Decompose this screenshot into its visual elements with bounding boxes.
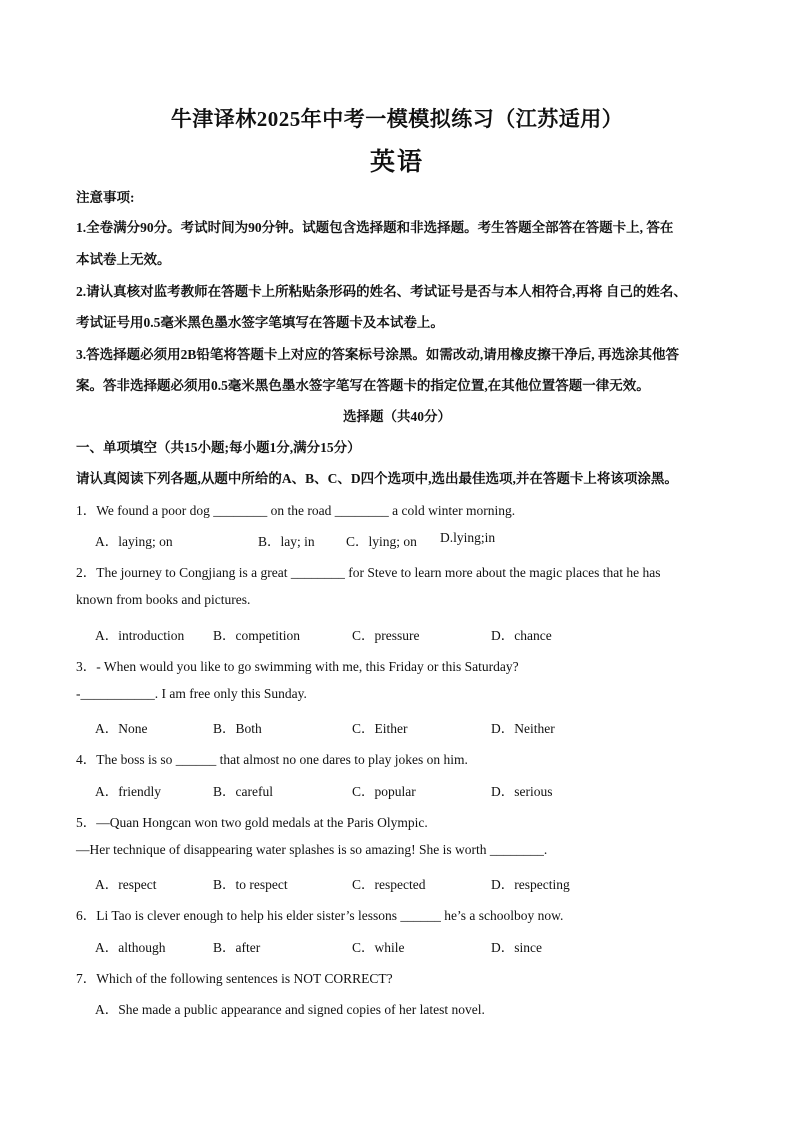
notice-heading: 注意事项: <box>76 190 135 205</box>
q1-option-a: A．laying; on <box>95 534 173 549</box>
question-5: 5．—Quan Hongcan won two gold medals at the Paris Olympic. <box>76 815 428 830</box>
q5-option-d: D．respecting <box>491 877 570 892</box>
q1-option-b: B．lay; in <box>258 534 315 549</box>
q6-option-a: A．although <box>95 940 166 955</box>
q4-option-d: D．serious <box>491 784 553 799</box>
q5-option-a: A．respect <box>95 877 157 892</box>
question-2-cont: known from books and pictures. <box>76 592 251 607</box>
q4-option-b: B．careful <box>213 784 273 799</box>
q5-option-c: C．respected <box>352 877 426 892</box>
q2-option-c: C．pressure <box>352 628 420 643</box>
q7-option-a: A．She made a public appearance and signed copies of her latest novel. <box>95 1002 485 1017</box>
notice-item-1-cont: 本试卷上无效。 <box>76 252 171 267</box>
q2-option-a: A．introduction <box>95 628 185 643</box>
q3-option-b: B．Both <box>213 721 262 736</box>
notice-item-2-cont: 考试证号用0.5毫米黑色墨水签字笔填写在答题卡及本试卷上。 <box>76 315 444 330</box>
part-heading: 一、单项填空（共15小题;每小题1分,满分15分） <box>76 440 361 455</box>
question-3-cont: -___________. I am free only this Sunday. <box>76 686 307 701</box>
q6-option-b: B．after <box>213 940 261 955</box>
question-6: 6．Li Tao is clever enough to help his elder sister’s lessons ______ he’s a schoolboy now. <box>76 908 564 923</box>
q3-option-d: D．Neither <box>491 721 555 736</box>
question-5-cont: —Her technique of disappearing water splashes is so amazing! She is worth ________. <box>76 842 548 857</box>
question-4: 4．The boss is so ______ that almost no one dares to play jokes on him. <box>76 752 468 767</box>
notice-item-3: 3.答选择题必须用2B铅笔将答题卡上对应的答案标号涂黑。如需改动,请用橡皮擦干净后, 再选涂其他答 <box>76 347 680 362</box>
q6-option-d: D．since <box>491 940 542 955</box>
notice-item-1: 1.全卷满分90分。考试时间为90分钟。试题包含选择题和非选择题。考生答题全部答在答题卡上, 答在 <box>76 220 674 235</box>
question-2: 2．The journey to Congjiang is a great ________ for Steve to learn more about the magic places that he has <box>76 565 661 580</box>
question-3: 3．- When would you like to go swimming with me, this Friday or this Saturday? <box>76 659 519 674</box>
q4-option-c: C．popular <box>352 784 416 799</box>
q6-option-c: C．while <box>352 940 405 955</box>
q1-option-c: C．lying; on <box>346 534 417 549</box>
q2-option-d: D．chance <box>491 628 552 643</box>
q2-option-b: B．competition <box>213 628 300 643</box>
q3-option-c: C．Either <box>352 721 408 736</box>
subject-title: 英语 <box>369 149 424 176</box>
part-instructions: 请认真阅读下列各题,从题中所给的A、B、C、D四个选项中,选出最佳选项,并在答题卡上将该项涂黑。 <box>76 471 678 486</box>
q3-option-a: A．None <box>95 721 148 736</box>
q4-option-a: A．friendly <box>95 784 161 799</box>
q1-option-d: D.lying;in <box>440 530 496 545</box>
exam-title: 牛津译林2025年中考一模模拟练习（江苏适用） <box>170 107 624 131</box>
notice-item-2: 2.请认真核对监考教师在答题卡上所粘贴条形码的姓名、考试证号是否与本人相符合,再将 自己的姓名、 <box>76 284 687 299</box>
q5-option-b: B．to respect <box>213 877 288 892</box>
question-1: 1．We found a poor dog ________ on the road ________ a cold winter morning. <box>76 503 516 518</box>
question-7: 7．Which of the following sentences is NOT CORRECT? <box>76 971 393 986</box>
notice-item-3-cont: 案。答非选择题必须用0.5毫米黑色墨水签字笔写在答题卡的指定位置,在其他位置答题一律无效。 <box>76 378 650 393</box>
section-title: 选择题（共40分） <box>343 409 451 424</box>
